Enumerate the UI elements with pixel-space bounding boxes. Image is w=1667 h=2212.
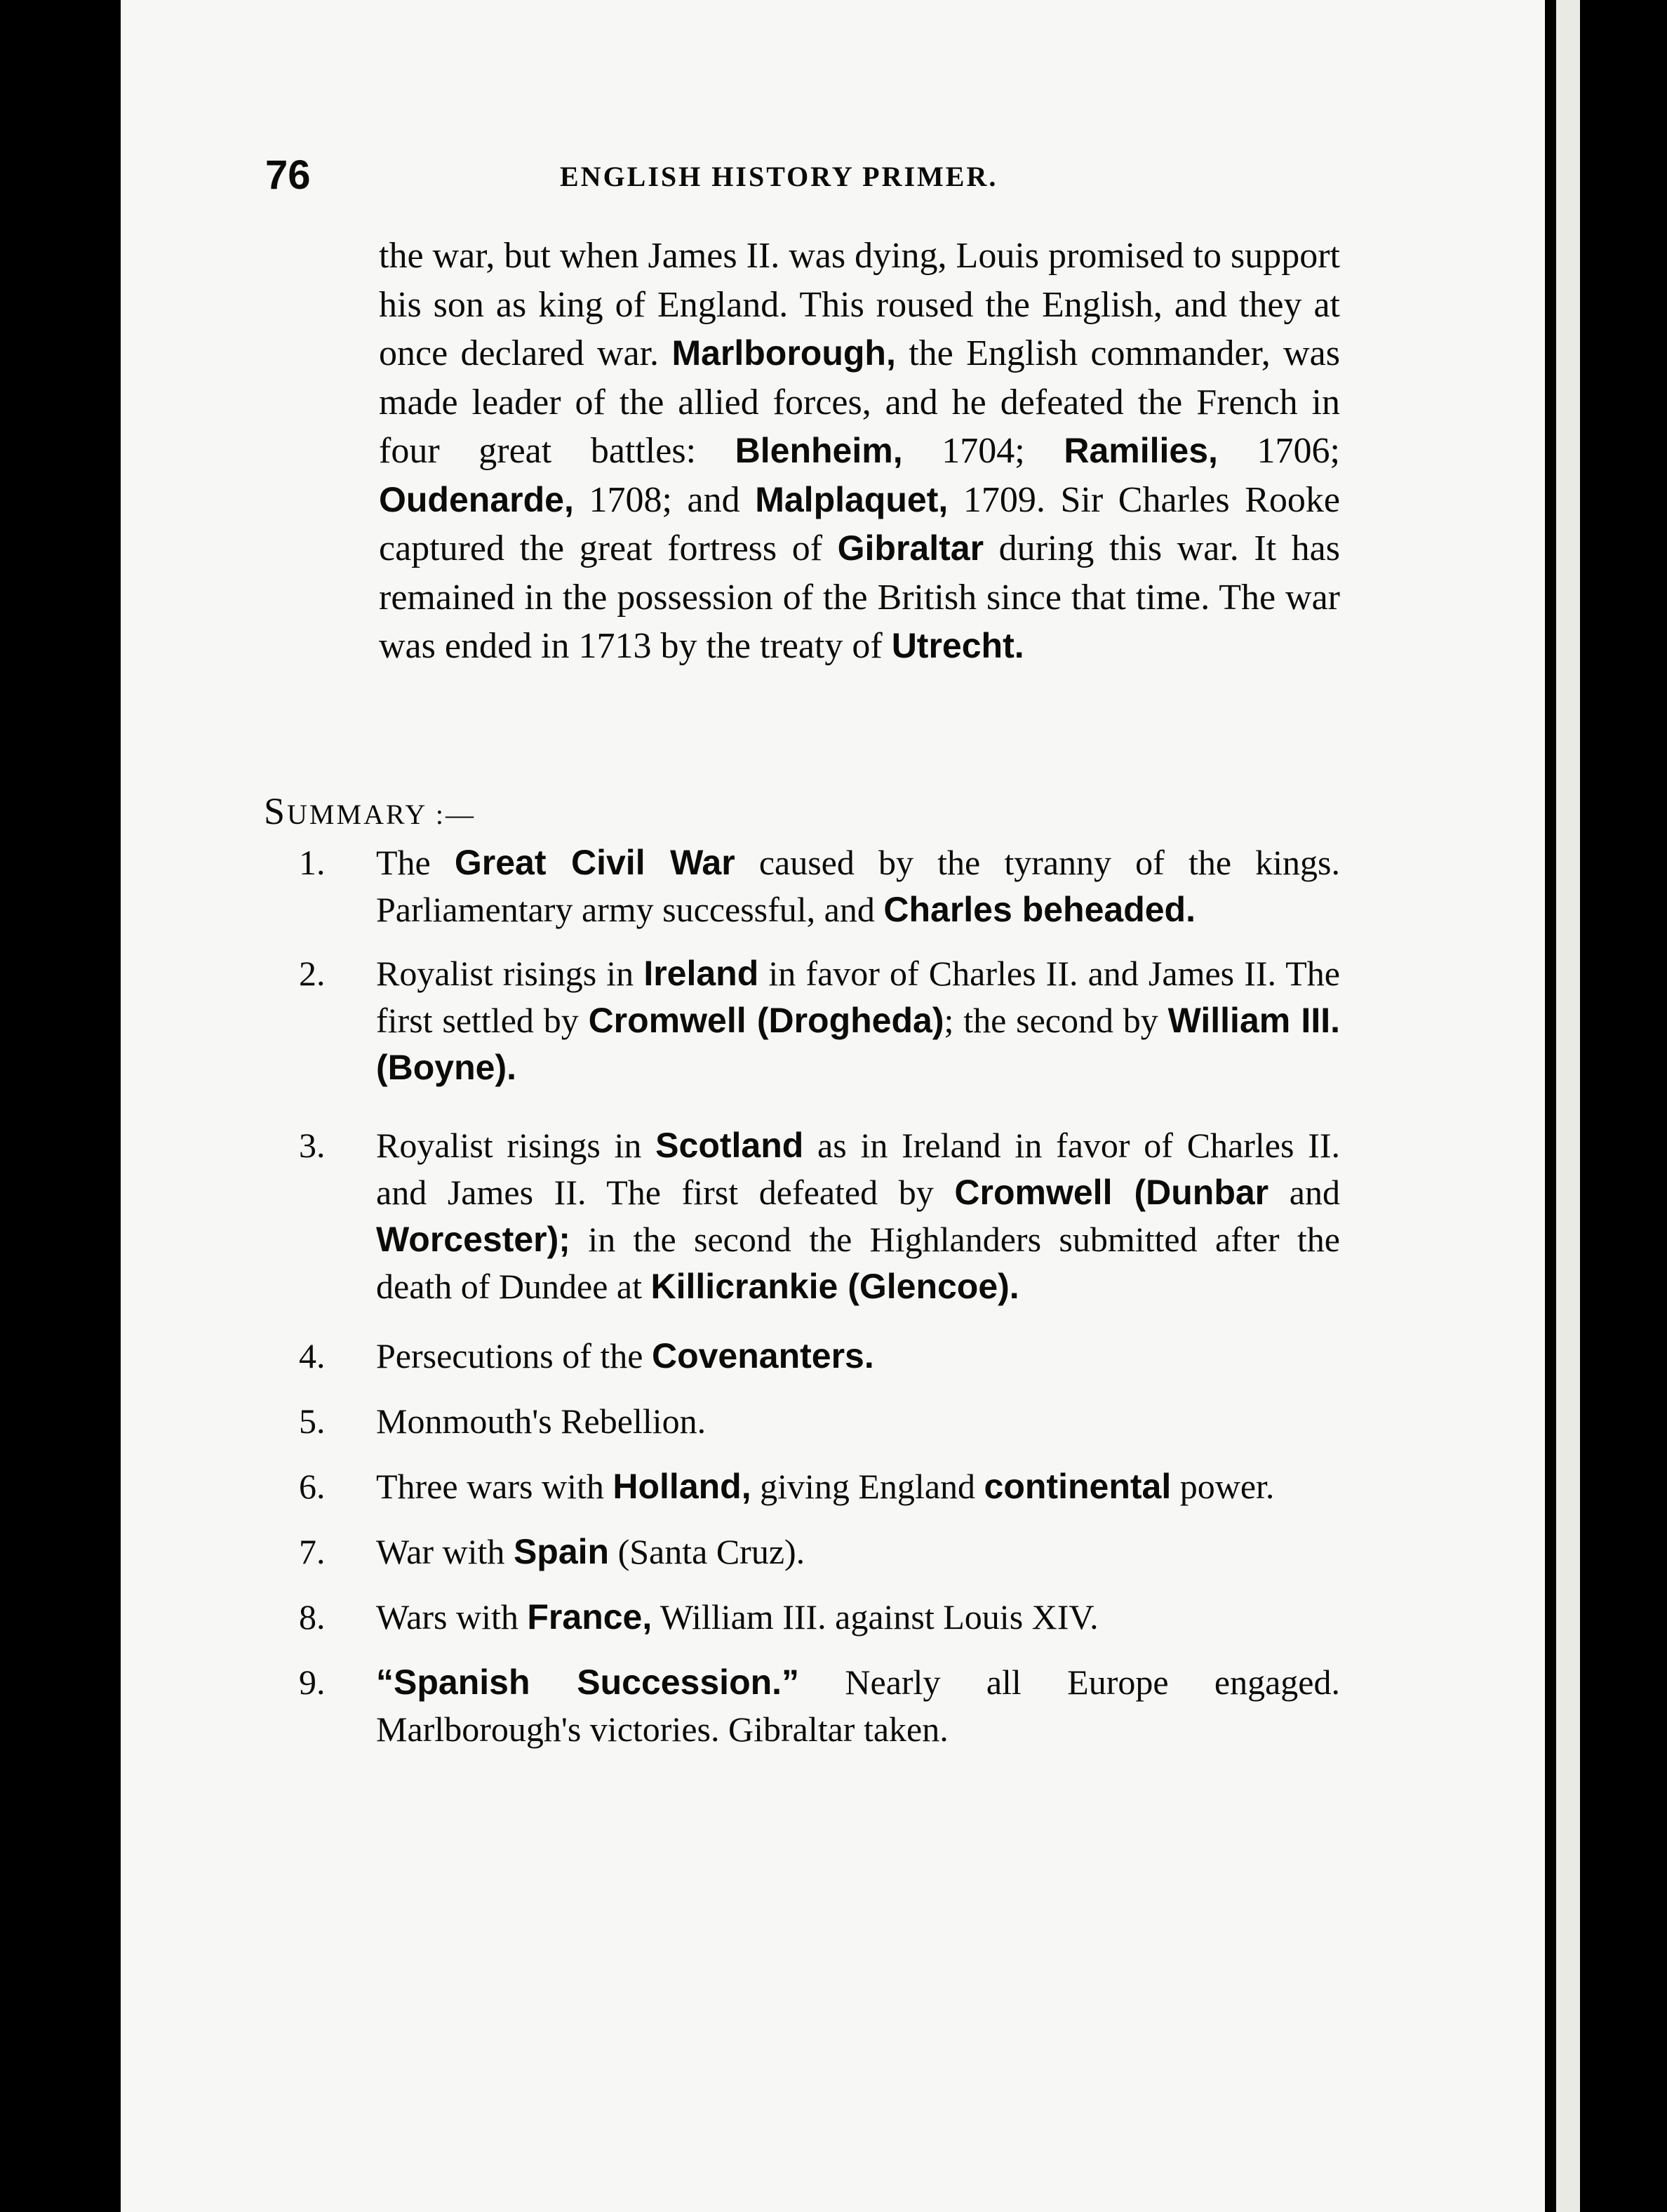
- paragraph-text: the English commander, was made leader of the allied forces, and he defeated the French in four great battles:: [379, 333, 1340, 471]
- facing-page-strip: [1556, 0, 1580, 2212]
- bold-term: Marlborough,: [671, 333, 896, 373]
- item-text: in favor of Charles II. and James II. The first settled by: [376, 954, 1341, 1040]
- bold-term: Scotland: [655, 1126, 804, 1165]
- item-text: power.: [1171, 1467, 1275, 1506]
- bold-term: Utrecht.: [891, 626, 1024, 665]
- bold-term: Ramilies,: [1064, 431, 1218, 470]
- bold-term: Spain: [513, 1532, 610, 1571]
- item-text: Royalist risings in: [376, 1126, 656, 1165]
- bold-term: Great Civil War: [454, 843, 735, 882]
- bold-term: Ireland: [643, 954, 759, 993]
- bold-term: Blenheim,: [735, 431, 903, 470]
- item-number: 9.: [299, 1663, 326, 1702]
- summary-item: [281, 1122, 1340, 1310]
- item-text: giving England: [751, 1467, 984, 1506]
- bold-term: France,: [527, 1597, 652, 1637]
- bold-term: continental: [984, 1467, 1172, 1506]
- running-title: ENGLISH HISTORY PRIMER.: [560, 161, 998, 192]
- item-text: and: [1268, 1173, 1340, 1212]
- item-text: The: [376, 843, 455, 882]
- paragraph-text: 1708; and: [573, 479, 756, 520]
- item-text: in the second the Highlanders submitted after the death of Dundee at: [376, 1220, 1340, 1306]
- bold-term: Oudenarde,: [379, 479, 574, 519]
- bold-term: William III. (Boyne).: [376, 1001, 1340, 1087]
- item-text: as in Ireland in favor of Charles II. and James II. The first defeated by: [376, 1126, 1340, 1212]
- summary-list: [281, 839, 1340, 1753]
- item-text: Royalist risings in: [376, 954, 644, 993]
- paragraph-text: 1709. Sir Charles Rooke captured the great fortress of: [379, 479, 1340, 568]
- item-number: 2.: [299, 954, 326, 993]
- item-number: 7.: [299, 1532, 326, 1571]
- bold-term: Worcester);: [376, 1220, 570, 1259]
- summary-item: [281, 1528, 1340, 1575]
- item-text: caused by the tyranny of the kings. Parliamentary army successful, and: [376, 843, 1341, 929]
- bold-term: Gibraltar: [837, 528, 984, 568]
- summary-item: [281, 839, 1340, 933]
- bold-term: Cromwell (Dunbar: [954, 1173, 1269, 1212]
- item-text: Three wars with: [376, 1467, 613, 1506]
- item-number: 1.: [299, 843, 326, 882]
- summary-heading: SUMMARY :—: [264, 790, 476, 832]
- summary-item: [281, 950, 1340, 1091]
- running-head: [265, 153, 1339, 202]
- item-number: 6.: [299, 1467, 326, 1506]
- bold-term: Holland,: [612, 1467, 751, 1506]
- summary-item: [281, 1594, 1340, 1641]
- bold-term: Malplaquet,: [755, 479, 949, 519]
- paragraph-text: during this war. It has remained in the possession of the British since that time. The war was ended in 1713 by the treaty of: [379, 528, 1340, 666]
- item-text: Monmouth's Rebellion.: [376, 1401, 707, 1441]
- bold-term: Cromwell (Drogheda): [588, 1001, 944, 1040]
- item-number: 8.: [299, 1597, 326, 1637]
- summary-item: [281, 1463, 1340, 1510]
- item-text: ; the second by: [944, 1001, 1168, 1040]
- paragraph-text: 1704;: [902, 431, 1064, 471]
- item-text: Nearly all Europe engaged. Marlborough's victories. Gibraltar taken.: [376, 1663, 1340, 1749]
- summary-item: [281, 1398, 1340, 1445]
- item-text: Wars with: [376, 1597, 528, 1637]
- paragraph-text: the war, but when James II. was dying, Louis promised to support his son as king of England. This roused the English, and they at once declared war.: [379, 236, 1340, 373]
- bold-term: Killicrankie (Glencoe).: [650, 1267, 1019, 1306]
- item-number: 3.: [299, 1126, 326, 1165]
- page-number: 76: [265, 152, 311, 198]
- item-text: William III. against Louis XIV.: [652, 1597, 1099, 1637]
- bold-term: Covenanters.: [651, 1336, 874, 1375]
- bold-term: “Spanish Succession.”: [376, 1663, 800, 1702]
- body-paragraph: [379, 232, 1340, 671]
- item-text: War with: [376, 1532, 514, 1571]
- summary-item: [281, 1659, 1340, 1753]
- item-number: 4.: [299, 1336, 326, 1375]
- summary-item: [281, 1333, 1340, 1380]
- item-text: Persecutions of the: [376, 1336, 652, 1375]
- item-text: (Santa Cruz).: [609, 1532, 805, 1571]
- paragraph-text: 1706;: [1217, 431, 1340, 471]
- bold-term: Charles beheaded.: [883, 890, 1196, 929]
- item-number: 5.: [299, 1401, 326, 1441]
